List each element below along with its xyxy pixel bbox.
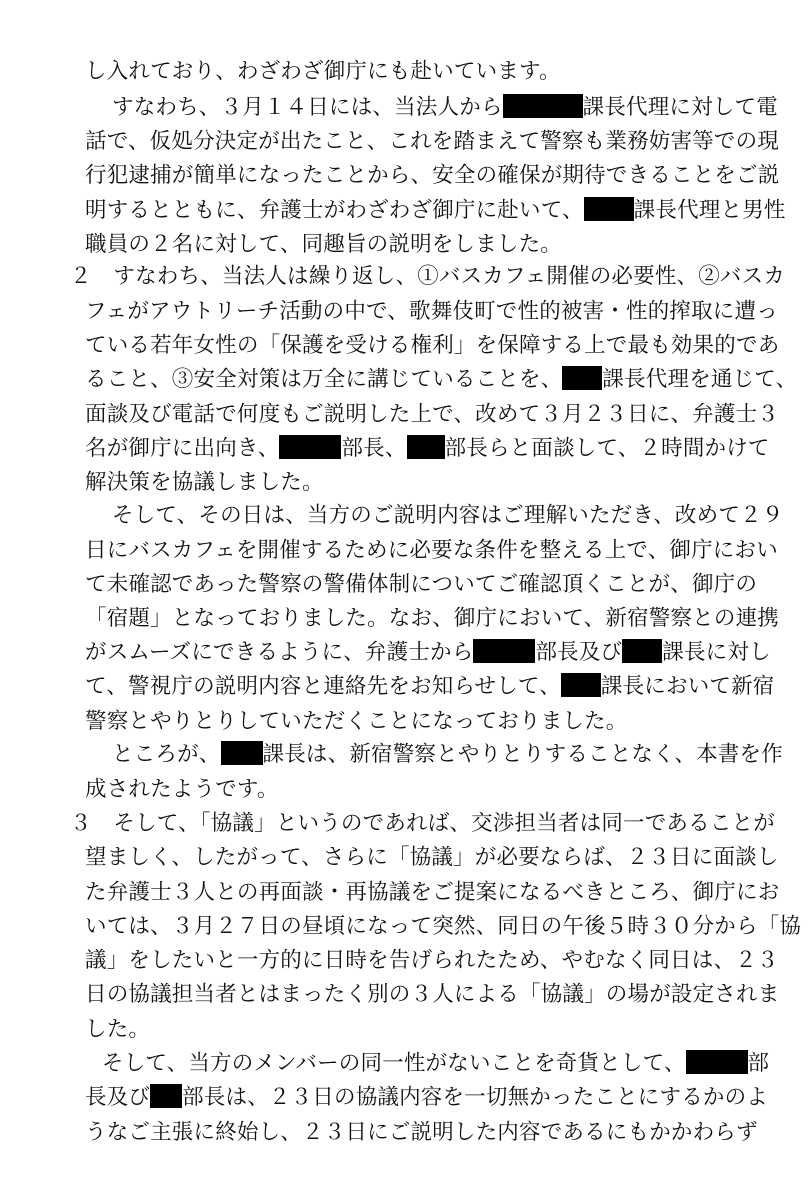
text-line [85, 297, 778, 327]
text-segment: 解決策を協議しました。 [85, 470, 324, 495]
redaction-bar [686, 1050, 748, 1074]
text-segment: 課長代理と男性 [633, 198, 786, 223]
redaction-bar [503, 94, 583, 118]
text-segment: ところが、 [112, 742, 221, 767]
text-line [85, 638, 771, 668]
text-segment: フェがアウトリーチ活動の中で、歌舞伎町で性的被害・性的搾取に遭っ [85, 299, 778, 324]
redaction-bar [150, 1084, 182, 1108]
text-segment: 警察とやりとりしていただくことになっておりました。 [85, 709, 628, 734]
redaction-bar [584, 197, 634, 221]
text-line [70, 809, 775, 839]
text-segment: 部長、 [341, 436, 407, 461]
text-line [85, 775, 279, 805]
text-line [85, 161, 779, 191]
text-segment: 長及び [85, 1085, 151, 1110]
text-line [102, 1049, 769, 1079]
text-line [85, 946, 779, 976]
redaction-bar [622, 639, 662, 663]
text-line [85, 400, 779, 430]
text-line [85, 1083, 768, 1113]
text-segment: 課長に対し [662, 640, 771, 665]
text-segment: 部長は、２３日の協議内容を一切無かったことにするかのよ [182, 1085, 769, 1110]
text-segment: て未確認であった警察の警備体制についてご確認頂くことが、御庁の [85, 572, 758, 597]
text-line [85, 604, 779, 634]
redaction-bar [562, 366, 602, 390]
redaction-bar [561, 673, 601, 697]
text-line [112, 501, 783, 531]
text-line [85, 843, 779, 873]
text-segment: 望ましく、したがって、さらに「協議」が必要ならば、２３日に面談し [85, 845, 779, 870]
text-segment: した。 [85, 1017, 151, 1042]
text-segment: 課長は、新宿警察とやりとりすることなく、本書を作 [262, 742, 783, 767]
text-line [85, 878, 779, 908]
text-line [85, 331, 779, 361]
text-segment: すなわち、３月１４日には、当法人から [112, 95, 503, 120]
text-segment: 課長代理を通じて、 [602, 367, 798, 392]
text-segment: 行犯逮捕が簡単になったことから、安全の確保が期待できることをご説 [85, 163, 780, 188]
text-line [85, 570, 757, 600]
text-line [85, 365, 797, 395]
text-segment: 課長において新宿 [600, 674, 775, 699]
text-line [112, 740, 783, 770]
text-line [85, 127, 779, 157]
text-segment: 成されたようです。 [85, 777, 279, 802]
text-line [85, 468, 324, 498]
text-line [85, 912, 801, 942]
text-segment: 職員の２名に対して、同趣旨の説明をしました。 [85, 232, 562, 257]
text-segment: ２ すなわち、当法人は繰り返し、①バスカフェ開催の必要性、②バスカ [70, 264, 786, 289]
text-segment: そして、当方のメンバーの同一性がないことを奇貨として、 [102, 1051, 686, 1076]
text-line [85, 707, 628, 737]
text-line [85, 980, 779, 1010]
text-line [85, 434, 770, 464]
redaction-bar [221, 741, 263, 765]
text-segment: 部 [747, 1051, 770, 1076]
text-segment: 「宿題」となっておりました。なお、御庁において、新宿警察との連携 [85, 606, 779, 631]
text-segment: 部長及び [535, 640, 623, 665]
text-segment: 面談及び電話で何度もご説明した上で、改めて３月２３日に、弁護士３ [85, 402, 779, 427]
text-segment: ている若年女性の「保護を受ける権利」を保障する上で最も効果的であ [85, 333, 780, 358]
text-segment: 議」をしたいと一方的に日時を告げられたため、やむなく同日は、２３ [85, 948, 779, 973]
text-segment: ３ そして、「協議」というのであれば、交渉担当者は同一であることが [70, 811, 775, 836]
text-segment: し入れており、わざわざ御庁にも赴いています。 [85, 59, 561, 84]
text-segment: 名が御庁に出向き、 [85, 436, 280, 461]
text-segment: 話で、仮処分決定が出たこと、これを踏まえて警察も業務妨害等での現 [85, 129, 779, 154]
text-segment: そして、その日は、当方のご説明内容はご理解いただき、改めて２９ [112, 503, 784, 528]
redaction-bar [473, 639, 535, 663]
text-segment: 部長らと面談して、２時間かけて [444, 436, 770, 461]
text-line [112, 93, 778, 123]
text-line [85, 1118, 758, 1148]
text-line [70, 262, 785, 292]
text-line [85, 230, 562, 260]
text-segment: がスムーズにできるように、弁護士から [85, 640, 474, 665]
text-line [85, 1015, 150, 1045]
text-segment: ること、③安全対策は万全に講じていることを、 [85, 367, 563, 392]
text-segment: て、警視庁の説明内容と連絡先をお知らせして、 [85, 674, 561, 699]
redaction-bar [279, 435, 341, 459]
redaction-bar [407, 435, 445, 459]
text-segment: 明するとともに、弁護士がわざわざ御庁に赴いて、 [85, 198, 584, 223]
text-line [85, 672, 775, 702]
text-segment: た弁護士３人との再面談・再協議をご提案になるべきところ、御庁にお [85, 880, 780, 905]
text-segment: うなご主張に終始し、２３日にご説明した内容であるにもかかわらず [85, 1120, 758, 1145]
text-segment: 日の協議担当者とはまったく別の３人による「協議」の場が設定されま [85, 982, 780, 1007]
text-line [85, 536, 778, 566]
text-line [85, 57, 561, 87]
text-line [85, 196, 786, 226]
text-segment: いては、３月２７日の昼頃になって突然、同日の午後５時３０分から「協 [85, 914, 802, 939]
text-segment: 課長代理に対して電 [582, 95, 778, 120]
text-segment: 日にバスカフェを開催するために必要な条件を整える上で、御庁におい [85, 538, 778, 563]
